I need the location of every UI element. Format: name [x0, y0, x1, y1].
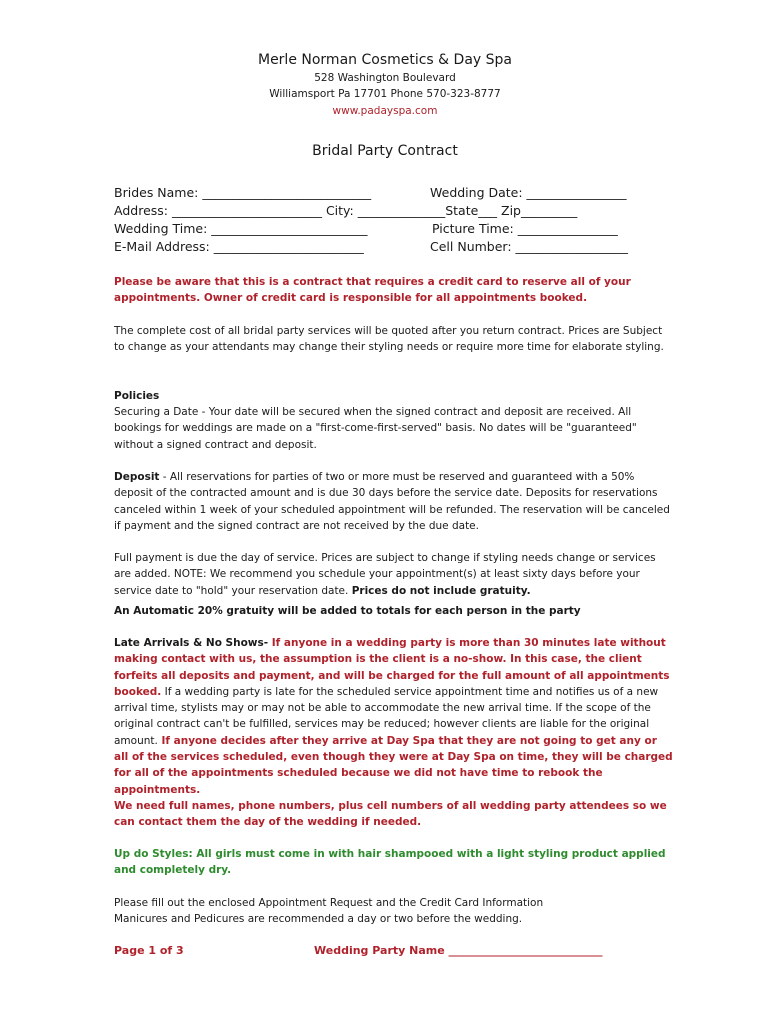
- deposit-label: Deposit: [114, 471, 160, 483]
- address-line-1: 528 Washington Boulevard: [314, 72, 456, 84]
- contract-title: Bridal Party Contract: [312, 143, 458, 159]
- brides-name-field[interactable]: Brides Name: ___________________________: [114, 185, 372, 200]
- late-arrivals-red-1: If anyone in a wedding party is more than 30 minutes late without making contact with us, the assumption is the client is a no-show. In this case, the client forfeits all deposits and payment, and will be charged for the full amount of all appointments booked.: [114, 637, 670, 698]
- cell-number-field[interactable]: Cell Number: __________________: [430, 239, 629, 254]
- page-number: Page 1 of 3: [114, 944, 184, 957]
- address-field[interactable]: Address: ________________________ City: ______________State___ Zip_________: [114, 203, 578, 218]
- cost-paragraph: The complete cost of all bridal party services will be quoted after you return contract. Prices are Subject to change as your attendants may change their styling needs or require more time for elaborate styling.: [114, 325, 664, 354]
- email-field[interactable]: E-Mail Address: ________________________: [114, 239, 364, 254]
- securing-date-paragraph: Securing a Date - Your date will be secured when the signed contract and deposit are received. All bookings for weddings are made on a "first-come-first-served" basis. No dates will be "guaranteed" without a signed contract and deposit.: [114, 406, 637, 451]
- full-names-notice: We need full names, phone numbers, plus cell numbers of all wedding party attendees so we can contact them the day of the wedding if needed.: [114, 800, 667, 829]
- picture-time-field[interactable]: Picture Time: ________________: [432, 221, 618, 236]
- business-name: Merle Norman Cosmetics & Day Spa: [257, 52, 512, 68]
- full-payment-paragraph: [114, 550, 674, 599]
- policies-heading: Policies: [114, 390, 160, 402]
- deposit-text: - All reservations for parties of two or more must be reserved and guaranteed with a 50% deposit of the contracted amount and is due 30 days before the service date. Deposits for reservations canceled within 1 week of your scheduled appointment will be refunded. The reservation will be canceled if payment and the signed contract are not received by the due date.: [114, 471, 670, 532]
- late-arrivals-red-2: If anyone decides after they arrive at Day Spa that they are not going to get any or all of the services scheduled, even though they were at Day Spa on time, they will be charged for all of the appointments scheduled because we did not have time to rebook the appointments.: [114, 734, 673, 796]
- deposit-paragraph: [114, 469, 674, 534]
- late-arrivals-plain: If a wedding party is late for the scheduled service appointment time and notifies us of a new arrival time, stylists may or may not be able to accommodate the new arrival time. If the scope of the original contract can't be fulfilled, services may be reduced; however clients are liable for the original amount.: [114, 685, 659, 747]
- wedding-time-field[interactable]: Wedding Time: _________________________: [114, 221, 368, 236]
- updo-styles-notice: Up do Styles: All girls must come in with hair shampooed with a light styling product applied and completely dry.: [114, 848, 666, 877]
- late-arrivals-paragraph: [114, 635, 674, 798]
- instructions-line-2: Manicures and Pedicures are recommended a day or two before the wedding.: [114, 913, 523, 925]
- full-payment-text: Full payment is due the day of service. Prices are subject to change if styling needs change or services are added. NOTE: We recommend you schedule your appointment(s) at least sixty days before your service date to "hold" your reservation date.: [114, 552, 656, 597]
- wedding-date-field[interactable]: Wedding Date: ________________: [430, 185, 627, 200]
- late-arrivals-label: Late Arrivals & No Shows-: [114, 637, 269, 649]
- instructions-line-1: Please fill out the enclosed Appointment Request and the Credit Card Information: [114, 897, 544, 909]
- gratuity-notice: An Automatic 20% gratuity will be added to totals for each person in the party: [114, 605, 581, 617]
- prices-note: Prices do not include gratuity.: [351, 584, 531, 597]
- website-link[interactable]: www.padayspa.com: [332, 105, 438, 117]
- address-line-2: Williamsport Pa 17701 Phone 570-323-8777: [269, 88, 501, 100]
- wedding-party-name-field[interactable]: Wedding Party Name ____________________________: [314, 944, 603, 957]
- credit-card-notice: Please be aware that this is a contract that requires a credit card to reserve all of your appointments. Owner of credit card is responsible for all appointments booked.: [114, 276, 631, 305]
